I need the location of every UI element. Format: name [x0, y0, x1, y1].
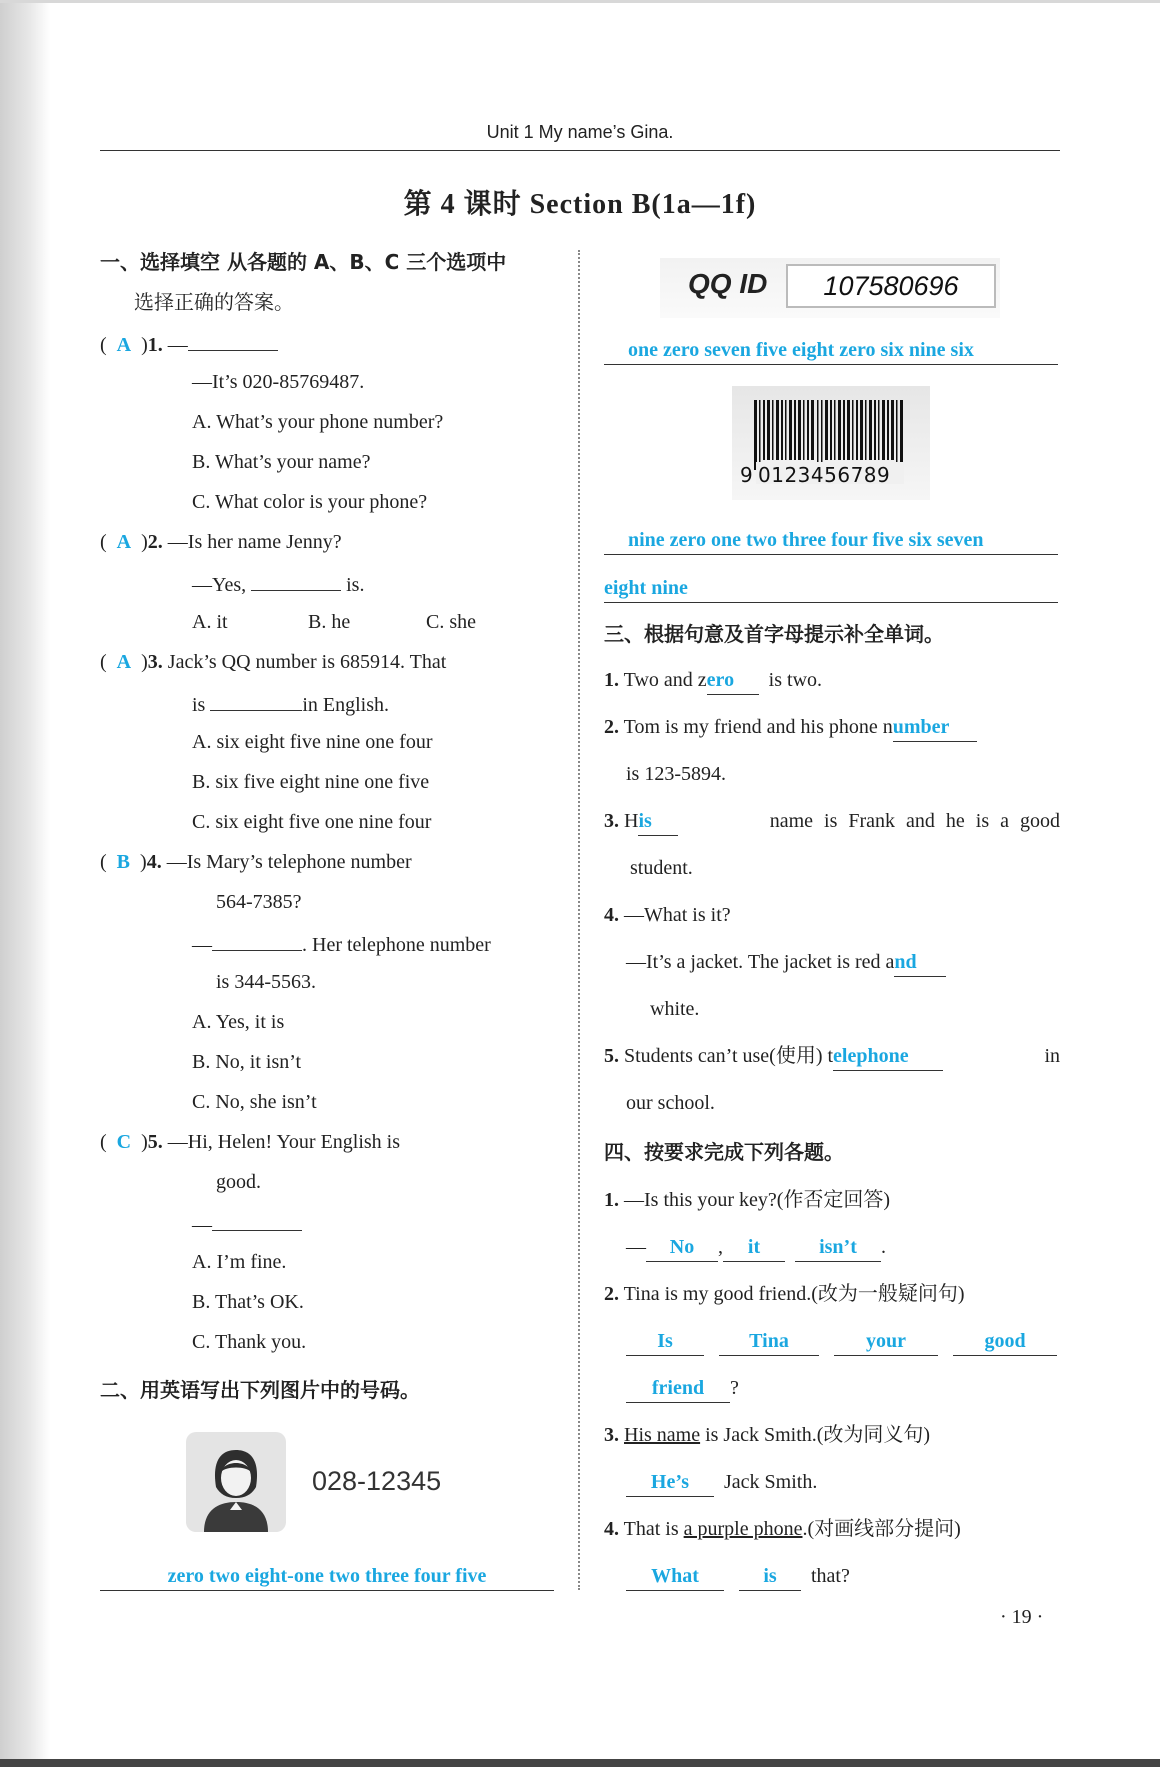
barcode-image — [732, 386, 930, 500]
section-2-title: 二、用英语写出下列图片中的号码。 — [100, 1378, 420, 1402]
task-answer-2d: good — [953, 1327, 1057, 1356]
task-item-2: 2. Tina is my good friend.(改为一般疑问句) — [604, 1283, 965, 1305]
fill-item-2-cont: is 123-5894. — [626, 763, 726, 785]
phone-number-label: 028-12345 — [312, 1466, 442, 1496]
answer-2: A — [116, 531, 132, 553]
qq-answer: one zero seven five eight zero six nine six — [604, 336, 1058, 365]
option-c: C. Thank you. — [192, 1331, 307, 1353]
page-shadow-left — [0, 0, 50, 1767]
task-answer-2a: Is — [626, 1327, 704, 1356]
person-avatar-image — [186, 1432, 286, 1532]
question-5-reply: — — [192, 1208, 302, 1239]
option-b: B. What’s your name? — [192, 451, 371, 473]
fill-item-4-cont2: white. — [650, 998, 700, 1020]
answer-4: B — [116, 851, 131, 873]
answer-blank — [251, 568, 341, 591]
question-4-reply: — . Her telephone number — [192, 928, 491, 959]
answer-1: A — [116, 334, 132, 356]
answer-5: C — [116, 1131, 132, 1153]
qq-id-value: 107580696 — [786, 264, 996, 308]
fill-answer-5: elephone — [833, 1042, 943, 1071]
lesson-title: 第 4 课时 Section B(1a—1f) — [403, 189, 757, 220]
option-a: A. it — [192, 611, 228, 633]
fill-answer-4: nd — [894, 948, 946, 977]
task-answer-3: He’s — [626, 1468, 714, 1497]
task-answer-2c: your — [834, 1327, 938, 1356]
question-2-reply: —Yes, is. — [192, 568, 364, 599]
task-item-2-answer-cont: friend ? — [626, 1374, 739, 1403]
question-4: ( B )4. —Is Mary’s telephone number — [100, 851, 412, 873]
task-item-1: 1. —Is this your key?(作否定回答) — [604, 1189, 891, 1211]
option-a: A. I’m fine. — [192, 1251, 287, 1273]
fill-item-5-cont: our school. — [626, 1092, 715, 1114]
question-5-cont: good. — [216, 1171, 261, 1193]
task-item-2-answer — [626, 1327, 1057, 1356]
answer-blank — [188, 328, 278, 351]
question-5: ( C )5. —Hi, Helen! Your English is — [100, 1131, 401, 1153]
page-number: · 19 · — [1000, 1606, 1044, 1628]
task-answer-2b: Tina — [719, 1327, 819, 1356]
column-divider — [578, 250, 580, 1590]
answer-blank — [212, 928, 302, 951]
option-c: C. she — [426, 611, 476, 633]
fill-answer-1: ero — [707, 666, 759, 695]
option-b: B. six five eight nine one five — [192, 771, 430, 793]
task-answer-1c: isn’t — [795, 1233, 881, 1262]
section-3-title: 三、根据句意及首字母提示补全单词。 — [604, 622, 944, 646]
fill-item-5: 5. Students can’t use(使用) telephone in — [604, 1042, 1060, 1071]
phone-answer: zero two eight-one two three four five — [100, 1562, 554, 1591]
fill-item-4: 4. —What is it? — [604, 904, 731, 926]
answer-blank — [210, 688, 302, 711]
task-item-4: 4. That is a purple phone.(对画线部分提问) — [604, 1518, 961, 1540]
option-b: B. That’s OK. — [192, 1291, 304, 1313]
page-edge-top — [0, 0, 1160, 3]
option-a: A. What’s your phone number? — [192, 411, 444, 433]
barcode-answer-line-2: eight nine — [604, 574, 1058, 603]
section-1-title: 一、选择填空 从各题的 A、B、C 三个选项中 — [100, 250, 507, 274]
question-3-cont: is in English. — [192, 688, 389, 719]
task-answer-1a: No — [646, 1233, 718, 1262]
fill-item-2: 2. Tom is my friend and his phone number — [604, 713, 977, 742]
task-item-1-answer: — No , it isn’t . — [626, 1233, 886, 1262]
option-b: B. he — [308, 611, 351, 633]
fill-item-1: 1. Two and zero is two. — [604, 666, 822, 695]
question-1-reply: —It’s 020-85769487. — [192, 371, 365, 393]
task-answer-4a: What — [626, 1562, 724, 1591]
option-c: C. What color is your phone? — [192, 491, 428, 513]
answer-3: A — [116, 651, 132, 673]
page-edge-bottom — [0, 1759, 1160, 1767]
qq-id-label: QQ ID — [688, 268, 768, 299]
fill-item-3-cont: student. — [630, 857, 693, 879]
task-item-3: 3. His name is Jack Smith.(改为同义句) — [604, 1424, 931, 1446]
question-3: ( A )3. Jack’s QQ number is 685914. That — [100, 651, 447, 673]
answer-blank — [212, 1208, 302, 1231]
question-1: ( A )1. — — [100, 328, 278, 359]
fill-item-3: 3. His name is Frank and he is a good — [604, 807, 1060, 836]
fill-answer-3: is — [638, 807, 678, 836]
option-b: B. No, it isn’t — [192, 1051, 302, 1073]
section-4-title: 四、按要求完成下列各题。 — [604, 1140, 844, 1164]
question-4-cont: 564-7385? — [216, 891, 302, 913]
task-answer-4b: is — [739, 1562, 801, 1591]
task-item-3-answer: He’s Jack Smith. — [626, 1468, 817, 1497]
running-header: Unit 1 My name’s Gina. — [100, 118, 1060, 151]
fill-item-4-cont: —It’s a jacket. The jacket is red and — [626, 948, 946, 977]
barcode-first-digit: 9 — [740, 463, 753, 487]
task-item-4-answer: What is that? — [626, 1562, 850, 1591]
option-c: C. six eight five one nine four — [192, 811, 432, 833]
fill-answer-2: umber — [893, 713, 977, 742]
question-4-reply-cont: is 344-5563. — [216, 971, 316, 993]
section-1-subtitle: 选择正确的答案。 — [134, 290, 294, 314]
option-c: C. No, she isn’t — [192, 1091, 317, 1113]
option-a: A. six eight five nine one four — [192, 731, 433, 753]
task-answer-2e: friend — [626, 1374, 730, 1403]
option-a: A. Yes, it is — [192, 1011, 285, 1033]
barcode-answer-line-1: nine zero one two three four five six seven — [604, 526, 1058, 555]
question-2: ( A )2. —Is her name Jenny? — [100, 531, 342, 553]
barcode-digits: 0123456789 — [758, 463, 891, 487]
task-answer-1b: it — [723, 1233, 785, 1262]
person-icon — [186, 1432, 286, 1532]
barcode-icon — [732, 386, 930, 500]
